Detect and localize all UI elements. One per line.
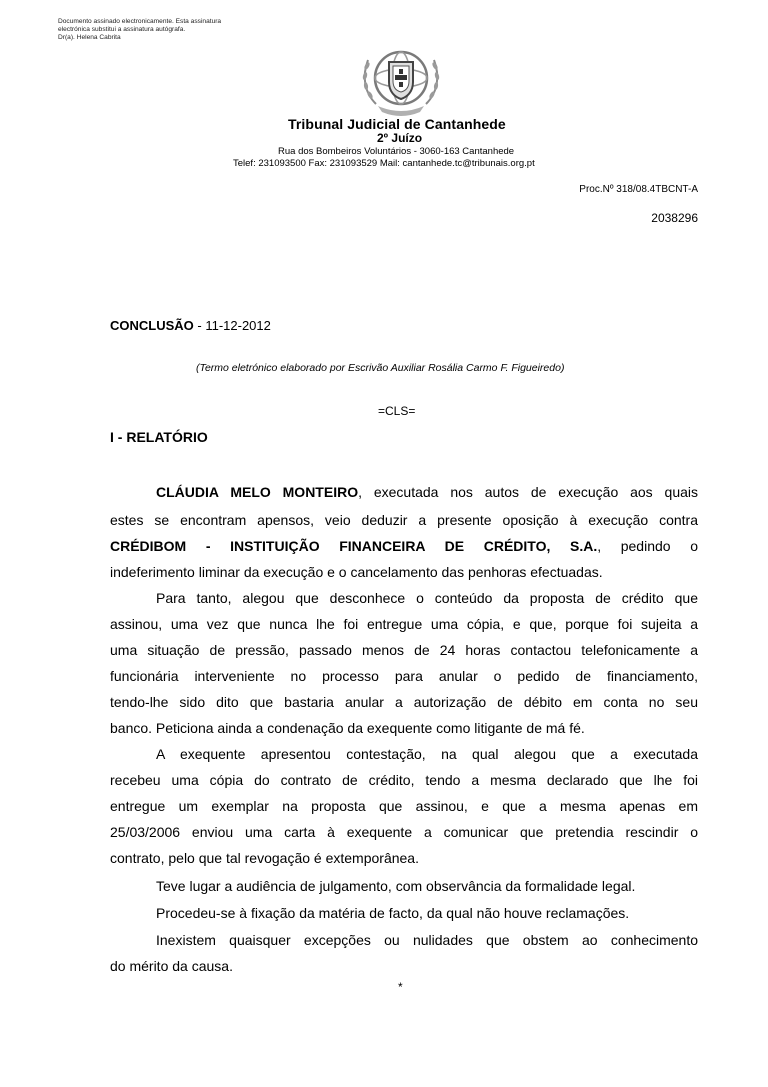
body-line: funcionária interveniente no processo para anular o pedido de financiamento, [110, 668, 698, 684]
body-line: Procedeu-se à fixação da matéria de facto, da qual não houve reclamações. [156, 905, 630, 921]
body-line: estes se encontram apensos, veio deduzir a presente oposição à execução contra [110, 512, 698, 528]
stamp-line: Documento assinado electronicamente. Esta assinatura [58, 18, 222, 25]
party-name: CLÁUDIA MELO MONTEIRO [156, 484, 359, 500]
court-address: Rua dos Bombeiros Voluntários - 3060-163 Cantanhede [278, 146, 515, 157]
body-line: contrato, pelo que tal revogação é extemporânea. [110, 850, 419, 866]
body-line: tendo-lhe sido dito que bastaria anular a autorização de débito em conta no seu [110, 694, 698, 710]
section-title: I - RELATÓRIO [110, 429, 208, 445]
court-name: Tribunal Judicial de Cantanhede [288, 116, 506, 132]
coat-of-arms-icon [358, 42, 444, 116]
document-number: 2038296 [651, 211, 698, 225]
body-line: do mérito da causa. [110, 958, 233, 974]
body-line: banco. Peticiona ainda a condenação da exequente como litigante de má fé. [110, 720, 585, 736]
conclusao-date: - 11-12-2012 [193, 318, 271, 333]
conclusao-label: CONCLUSÃO [110, 318, 194, 333]
body-line: CRÉDIBOM - INSTITUIÇÃO FINANCEIRA DE CRÉDITO, S.A., pedindo o [110, 538, 698, 554]
body-line: uma situação de pressão, passado menos de 24 horas contactou telefonicamente a [110, 642, 698, 658]
conclusao-line [110, 318, 271, 333]
body-line: 25/03/2006 enviou uma carta à exequente a comunicar que pretendia rescindir o [110, 824, 698, 840]
cls-marker: =CLS= [378, 404, 416, 418]
termo-note: (Termo eletrónico elaborado por Escrivão Auxiliar Rosália Carmo F. Figueiredo) [196, 362, 565, 374]
process-number: Proc.Nº 318/08.4TBCNT-A [579, 184, 698, 195]
body-line: Para tanto, alegou que desconhece o conteúdo da proposta de crédito que [156, 590, 698, 606]
body-line: recebeu uma cópia do contrato de crédito, tendo a mesma declarado que lhe foi [110, 772, 698, 788]
body-line: assinou, uma vez que nunca lhe foi entregue uma cópia, e que, porque foi sujeita a [110, 616, 698, 632]
body-line: Inexistem quaisquer excepções ou nulidades que obstem ao conhecimento [156, 932, 698, 948]
digital-signature-stamp [58, 18, 268, 42]
body-line: entregue um exemplar na proposta que assinou, e que a mesma apenas em [110, 798, 698, 814]
page-footer-mark: * [398, 980, 403, 994]
body-line: A exequente apresentou contestação, na qual alegou que a executada [156, 746, 698, 762]
party-name: CRÉDIBOM - INSTITUIÇÃO FINANCEIRA DE CRÉDITO, S.A. [110, 538, 598, 554]
court-contacts: Telef: 231093500 Fax: 231093529 Mail: cantanhede.tc@tribunais.org.pt [233, 158, 535, 169]
body-line: CLÁUDIA MELO MONTEIRO, executada nos autos de execução aos quais [156, 484, 698, 500]
body-line: Teve lugar a audiência de julgamento, com observância da formalidade legal. [156, 878, 636, 894]
body-line: indeferimento liminar da execução e o cancelamento das penhoras efectuadas. [110, 564, 603, 580]
stamp-line: Dr(a). Helena Cabrita [58, 34, 121, 41]
stamp-line: electrónica substitui a assinatura autógrafa. [58, 26, 186, 33]
court-juizo: 2º Juízo [377, 131, 423, 145]
